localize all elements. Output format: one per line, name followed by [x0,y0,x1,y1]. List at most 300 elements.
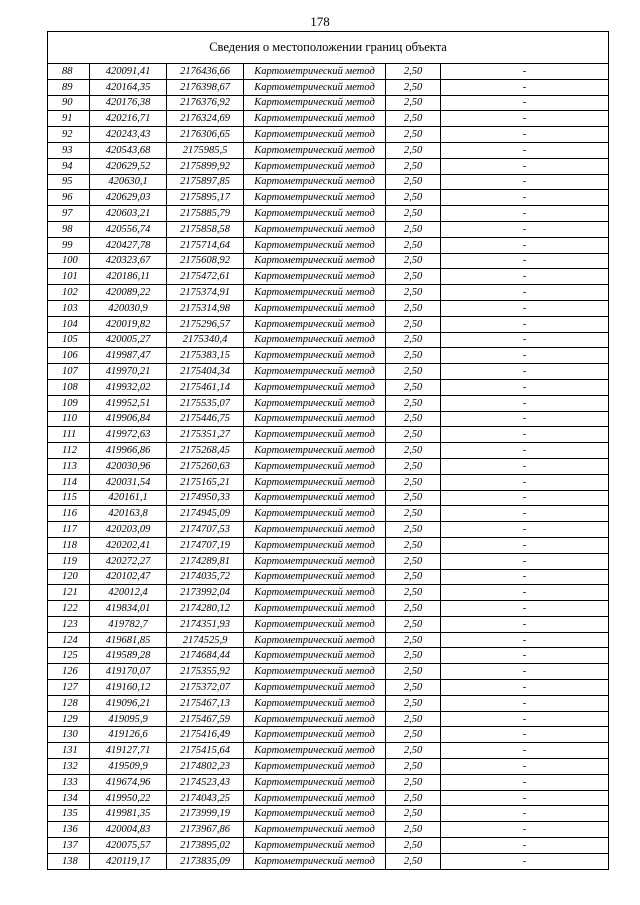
cell-method: Картометрический метод [244,632,386,648]
cell-point-number: 121 [48,585,90,601]
cell-coord-x: 419095,9 [90,711,167,727]
cell-accuracy: 2,50 [386,95,441,111]
cell-description: - [441,253,609,269]
table-row [48,158,609,174]
cell-coord-x: 419932,02 [90,379,167,395]
cell-coord-y: 2174525,9 [167,632,244,648]
cell-coord-y: 2175895,17 [167,190,244,206]
cell-method: Картометрический метод [244,142,386,158]
cell-accuracy: 2,50 [386,553,441,569]
cell-accuracy: 2,50 [386,537,441,553]
table-row [48,711,609,727]
cell-accuracy: 2,50 [386,616,441,632]
cell-point-number: 94 [48,158,90,174]
cell-coord-x: 420075,57 [90,838,167,854]
cell-coord-x: 420161,1 [90,490,167,506]
cell-point-number: 91 [48,111,90,127]
table-row [48,379,609,395]
table-row [48,632,609,648]
cell-coord-y: 2174684,44 [167,648,244,664]
cell-point-number: 123 [48,616,90,632]
cell-coord-y: 2173835,09 [167,853,244,869]
cell-coord-y: 2174289,81 [167,553,244,569]
cell-accuracy: 2,50 [386,680,441,696]
cell-point-number: 109 [48,395,90,411]
table-row [48,648,609,664]
table-title: Сведения о местоположении границ объекта [48,32,609,64]
table-row [48,221,609,237]
table-row [48,474,609,490]
cell-method: Картометрический метод [244,348,386,364]
cell-accuracy: 2,50 [386,348,441,364]
cell-coord-y: 2175351,27 [167,427,244,443]
cell-coord-y: 2174950,33 [167,490,244,506]
cell-point-number: 126 [48,664,90,680]
cell-coord-x: 419950,22 [90,790,167,806]
cell-description: - [441,427,609,443]
cell-point-number: 93 [48,142,90,158]
cell-method: Картометрический метод [244,95,386,111]
cell-accuracy: 2,50 [386,506,441,522]
cell-accuracy: 2,50 [386,790,441,806]
cell-coord-y: 2174035,72 [167,569,244,585]
table-row [48,79,609,95]
table-row [48,285,609,301]
table-row [48,64,609,80]
cell-point-number: 116 [48,506,90,522]
cell-method: Картометрический метод [244,490,386,506]
cell-coord-y: 2175355,92 [167,664,244,680]
cell-coord-x: 419952,51 [90,395,167,411]
cell-point-number: 124 [48,632,90,648]
table-row [48,664,609,680]
cell-point-number: 135 [48,806,90,822]
cell-coord-y: 2175268,45 [167,443,244,459]
cell-description: - [441,221,609,237]
cell-accuracy: 2,50 [386,727,441,743]
cell-description: - [441,632,609,648]
cell-method: Картометрический метод [244,616,386,632]
boundary-coordinates-table [47,31,609,870]
cell-coord-y: 2175415,64 [167,743,244,759]
table-row [48,364,609,380]
cell-accuracy: 2,50 [386,237,441,253]
cell-point-number: 102 [48,285,90,301]
cell-description: - [441,158,609,174]
table-row [48,269,609,285]
cell-point-number: 120 [48,569,90,585]
cell-point-number: 110 [48,411,90,427]
cell-point-number: 108 [48,379,90,395]
cell-method: Картометрический метод [244,569,386,585]
cell-description: - [441,190,609,206]
cell-method: Картометрический метод [244,648,386,664]
cell-coord-x: 420543,68 [90,142,167,158]
table-row [48,142,609,158]
cell-accuracy: 2,50 [386,853,441,869]
table-row [48,727,609,743]
cell-description: - [441,490,609,506]
cell-coord-x: 420203,09 [90,522,167,538]
page-number: 178 [310,14,330,29]
table-row [48,95,609,111]
cell-point-number: 136 [48,822,90,838]
cell-method: Картометрический метод [244,64,386,80]
cell-accuracy: 2,50 [386,111,441,127]
cell-accuracy: 2,50 [386,458,441,474]
cell-coord-y: 2174707,53 [167,522,244,538]
cell-method: Картометрический метод [244,695,386,711]
cell-description: - [441,332,609,348]
cell-method: Картометрический метод [244,300,386,316]
cell-accuracy: 2,50 [386,221,441,237]
cell-description: - [441,269,609,285]
cell-coord-x: 419589,28 [90,648,167,664]
cell-accuracy: 2,50 [386,174,441,190]
cell-accuracy: 2,50 [386,522,441,538]
cell-description: - [441,506,609,522]
cell-coord-x: 420030,96 [90,458,167,474]
cell-method: Картометрический метод [244,664,386,680]
cell-point-number: 130 [48,727,90,743]
cell-accuracy: 2,50 [386,332,441,348]
cell-point-number: 98 [48,221,90,237]
table-row [48,838,609,854]
cell-method: Картометрический метод [244,379,386,395]
table-row [48,190,609,206]
cell-point-number: 119 [48,553,90,569]
table-row [48,616,609,632]
cell-method: Картометрический метод [244,727,386,743]
cell-coord-y: 2175985,5 [167,142,244,158]
table-row [48,506,609,522]
cell-method: Картометрический метод [244,395,386,411]
table-row [48,774,609,790]
cell-description: - [441,759,609,775]
cell-coord-x: 420323,67 [90,253,167,269]
table-row [48,806,609,822]
cell-point-number: 104 [48,316,90,332]
cell-coord-y: 2175165,21 [167,474,244,490]
table-row [48,585,609,601]
table-row [48,127,609,143]
cell-description: - [441,379,609,395]
cell-coord-y: 2176306,65 [167,127,244,143]
cell-point-number: 133 [48,774,90,790]
table-row [48,490,609,506]
cell-point-number: 88 [48,64,90,80]
cell-method: Картометрический метод [244,427,386,443]
table-row [48,300,609,316]
cell-description: - [441,838,609,854]
cell-accuracy: 2,50 [386,664,441,680]
cell-point-number: 138 [48,853,90,869]
cell-accuracy: 2,50 [386,711,441,727]
cell-coord-y: 2175885,79 [167,206,244,222]
cell-coord-y: 2174280,12 [167,601,244,617]
cell-coord-y: 2175461,14 [167,379,244,395]
cell-point-number: 114 [48,474,90,490]
cell-coord-y: 2175374,91 [167,285,244,301]
cell-accuracy: 2,50 [386,601,441,617]
cell-coord-x: 420019,82 [90,316,167,332]
cell-coord-y: 2175608,92 [167,253,244,269]
cell-point-number: 137 [48,838,90,854]
cell-coord-x: 419674,96 [90,774,167,790]
cell-accuracy: 2,50 [386,269,441,285]
cell-coord-x: 420603,21 [90,206,167,222]
table-row [48,743,609,759]
cell-description: - [441,458,609,474]
cell-point-number: 89 [48,79,90,95]
table-row [48,853,609,869]
cell-coord-x: 420031,54 [90,474,167,490]
cell-accuracy: 2,50 [386,79,441,95]
cell-point-number: 99 [48,237,90,253]
table-row [48,348,609,364]
cell-description: - [441,727,609,743]
table-row [48,458,609,474]
cell-method: Картометрический метод [244,822,386,838]
cell-accuracy: 2,50 [386,632,441,648]
cell-accuracy: 2,50 [386,648,441,664]
cell-coord-y: 2176398,67 [167,79,244,95]
cell-accuracy: 2,50 [386,253,441,269]
cell-point-number: 132 [48,759,90,775]
cell-accuracy: 2,50 [386,759,441,775]
cell-accuracy: 2,50 [386,806,441,822]
cell-coord-x: 420091,41 [90,64,167,80]
cell-accuracy: 2,50 [386,364,441,380]
cell-point-number: 106 [48,348,90,364]
cell-point-number: 100 [48,253,90,269]
cell-coord-x: 420102,47 [90,569,167,585]
cell-accuracy: 2,50 [386,443,441,459]
cell-method: Картометрический метод [244,711,386,727]
cell-point-number: 128 [48,695,90,711]
cell-point-number: 129 [48,711,90,727]
cell-description: - [441,206,609,222]
cell-point-number: 95 [48,174,90,190]
cell-coord-y: 2175897,85 [167,174,244,190]
cell-coord-y: 2174351,93 [167,616,244,632]
cell-method: Картометрический метод [244,111,386,127]
cell-method: Картометрический метод [244,332,386,348]
cell-coord-x: 420243,43 [90,127,167,143]
cell-description: - [441,285,609,301]
cell-point-number: 105 [48,332,90,348]
cell-coord-y: 2176436,66 [167,64,244,80]
cell-description: - [441,806,609,822]
cell-coord-y: 2175472,61 [167,269,244,285]
cell-method: Картометрический метод [244,253,386,269]
cell-coord-x: 420176,38 [90,95,167,111]
cell-point-number: 127 [48,680,90,696]
cell-point-number: 103 [48,300,90,316]
cell-coord-x: 420629,52 [90,158,167,174]
cell-point-number: 107 [48,364,90,380]
cell-method: Картометрический метод [244,158,386,174]
cell-coord-x: 419834,01 [90,601,167,617]
cell-description: - [441,64,609,80]
cell-coord-x: 419782,7 [90,616,167,632]
cell-method: Картометрический метод [244,585,386,601]
cell-description: - [441,348,609,364]
cell-method: Картометрический метод [244,806,386,822]
cell-coord-x: 420186,11 [90,269,167,285]
cell-accuracy: 2,50 [386,490,441,506]
cell-point-number: 134 [48,790,90,806]
cell-accuracy: 2,50 [386,474,441,490]
cell-description: - [441,648,609,664]
cell-method: Картометрический метод [244,127,386,143]
cell-coord-x: 420164,35 [90,79,167,95]
cell-accuracy: 2,50 [386,695,441,711]
table-row [48,395,609,411]
cell-coord-y: 2175296,57 [167,316,244,332]
cell-accuracy: 2,50 [386,142,441,158]
cell-accuracy: 2,50 [386,822,441,838]
cell-coord-y: 2175404,34 [167,364,244,380]
cell-accuracy: 2,50 [386,190,441,206]
cell-coord-y: 2173999,19 [167,806,244,822]
cell-coord-x: 419972,63 [90,427,167,443]
cell-method: Картометрический метод [244,411,386,427]
cell-description: - [441,300,609,316]
cell-coord-y: 2175416,49 [167,727,244,743]
cell-point-number: 113 [48,458,90,474]
cell-description: - [441,537,609,553]
cell-method: Картометрический метод [244,522,386,538]
table-row [48,790,609,806]
cell-coord-x: 420629,03 [90,190,167,206]
cell-coord-y: 2175899,92 [167,158,244,174]
cell-method: Картометрический метод [244,774,386,790]
cell-description: - [441,79,609,95]
cell-coord-x: 419681,85 [90,632,167,648]
cell-coord-x: 419160,12 [90,680,167,696]
cell-coord-y: 2175314,98 [167,300,244,316]
table-row [48,553,609,569]
cell-method: Картометрический метод [244,269,386,285]
table-row [48,537,609,553]
cell-coord-x: 419966,86 [90,443,167,459]
cell-coord-y: 2175260,63 [167,458,244,474]
cell-method: Картометрический метод [244,443,386,459]
cell-coord-y: 2174802,23 [167,759,244,775]
cell-method: Картометрический метод [244,458,386,474]
cell-coord-y: 2176324,69 [167,111,244,127]
cell-method: Картометрический метод [244,853,386,869]
cell-coord-y: 2174523,43 [167,774,244,790]
cell-method: Картометрический метод [244,174,386,190]
cell-accuracy: 2,50 [386,838,441,854]
cell-coord-x: 420556,74 [90,221,167,237]
cell-coord-y: 2174707,19 [167,537,244,553]
cell-method: Картометрический метод [244,601,386,617]
table-row [48,253,609,269]
table-row [48,237,609,253]
cell-accuracy: 2,50 [386,206,441,222]
cell-coord-x: 419126,6 [90,727,167,743]
table-body [48,64,609,870]
cell-method: Картометрический метод [244,743,386,759]
table-row [48,680,609,696]
cell-coord-x: 420630,1 [90,174,167,190]
cell-description: - [441,553,609,569]
table-row [48,569,609,585]
table-row [48,695,609,711]
cell-accuracy: 2,50 [386,427,441,443]
cell-description: - [441,790,609,806]
cell-coord-y: 2173967,86 [167,822,244,838]
cell-coord-x: 420216,71 [90,111,167,127]
cell-method: Картометрический метод [244,537,386,553]
cell-coord-y: 2174043,25 [167,790,244,806]
cell-description: - [441,664,609,680]
table-title-row [48,32,609,64]
cell-accuracy: 2,50 [386,774,441,790]
cell-point-number: 118 [48,537,90,553]
cell-description: - [441,474,609,490]
cell-description: - [441,822,609,838]
cell-description: - [441,95,609,111]
cell-coord-y: 2175372,07 [167,680,244,696]
cell-coord-y: 2175467,59 [167,711,244,727]
cell-description: - [441,616,609,632]
cell-coord-y: 2175340,4 [167,332,244,348]
table-row [48,111,609,127]
cell-coord-x: 419981,35 [90,806,167,822]
cell-point-number: 115 [48,490,90,506]
cell-method: Картометрический метод [244,759,386,775]
cell-method: Картометрический метод [244,790,386,806]
cell-accuracy: 2,50 [386,64,441,80]
cell-point-number: 96 [48,190,90,206]
cell-point-number: 97 [48,206,90,222]
cell-description: - [441,569,609,585]
cell-method: Картометрический метод [244,506,386,522]
cell-accuracy: 2,50 [386,285,441,301]
cell-accuracy: 2,50 [386,743,441,759]
cell-accuracy: 2,50 [386,411,441,427]
cell-accuracy: 2,50 [386,395,441,411]
table-row [48,601,609,617]
cell-method: Картометрический метод [244,838,386,854]
cell-coord-x: 419987,47 [90,348,167,364]
cell-point-number: 90 [48,95,90,111]
cell-description: - [441,111,609,127]
cell-description: - [441,711,609,727]
cell-coord-x: 419509,9 [90,759,167,775]
cell-coord-x: 420163,8 [90,506,167,522]
cell-coord-x: 420202,41 [90,537,167,553]
cell-description: - [441,680,609,696]
cell-coord-x: 419906,84 [90,411,167,427]
cell-coord-x: 419170,07 [90,664,167,680]
cell-point-number: 112 [48,443,90,459]
table-row [48,411,609,427]
cell-method: Картометрический метод [244,285,386,301]
table-row [48,332,609,348]
cell-method: Картометрический метод [244,79,386,95]
cell-description: - [441,522,609,538]
cell-method: Картометрический метод [244,553,386,569]
cell-description: - [441,601,609,617]
cell-accuracy: 2,50 [386,379,441,395]
cell-coord-y: 2175383,15 [167,348,244,364]
cell-point-number: 131 [48,743,90,759]
